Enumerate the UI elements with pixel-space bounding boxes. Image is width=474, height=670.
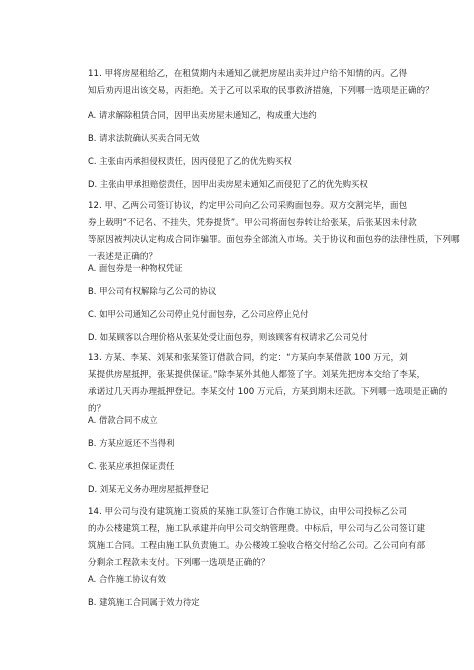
question-11-option-c: C. 主张由丙承担侵权责任，因丙侵犯了乙的优先购买权 bbox=[88, 156, 292, 166]
question-11-option-b: B. 请求法院确认买卖合同无效 bbox=[88, 133, 200, 143]
question-11-stem-line: 知后劝丙退出该交易，丙拒绝。关于乙可以采取的民事救济措施，下列哪一选项是正确的？ bbox=[88, 86, 434, 96]
question-12-stem-line: 券上载明“不记名、不挂失，凭券提货”。甲公司将面包券转让给张某，后张某因未付款 bbox=[88, 218, 417, 228]
question-14-option-b: B. 建筑施工合同属于效力待定 bbox=[88, 597, 200, 607]
question-12-stem-line: 12. 甲、乙两公司签订协议，约定甲公司向乙公司采购面包券。双方交割完毕，面包 bbox=[88, 201, 408, 211]
question-11-option-d: D. 主张由甲承担赔偿责任，因甲出卖房屋未通知乙而侵犯了乙的优先购买权 bbox=[88, 179, 368, 189]
question-13-stem-line: 13. 方某、李某、刘某和张某签订借款合同，约定：“方某向李某借款 100 万元，刘 bbox=[88, 353, 408, 363]
question-12-stem-line: 一表述是正确的？ bbox=[88, 252, 158, 262]
question-14-option-a: A. 合作施工协议有效 bbox=[88, 574, 166, 584]
question-14-stem bbox=[88, 504, 426, 572]
question-12-option-c: C. 如甲公司通知乙公司停止兑付面包券，乙公司应停止兑付 bbox=[88, 309, 309, 319]
question-12-option-d: D. 如某顾客以合理价格从张某处受让面包券，则该顾客有权请求乙公司兑付 bbox=[88, 332, 368, 342]
question-13-stem-line: 承诺过几天再办理抵押登记。李某交付 100 万元后，方某到期未还款。下列哪一选项是正确的 bbox=[88, 387, 448, 397]
question-13-option-b: B. 方某应返还不当得利 bbox=[88, 438, 175, 448]
question-11-option-a: A. 请求解除租赁合同，因甲出卖房屋未通知乙，构成重大违约 bbox=[88, 110, 317, 120]
question-14-stem-line: 筑施工合同。工程由施工队负责施工。办公楼竣工验收合格交付给乙公司。乙公司向有部 bbox=[88, 541, 426, 551]
question-13-option-d: D. 刘某无义务办理房屋抵押登记 bbox=[88, 484, 209, 494]
question-14-stem-line: 的办公楼建筑工程，施工队承建并向甲公司交纳管理费。中标后，甲公司与乙公司签订建 bbox=[88, 524, 426, 534]
question-12-option-b: B. 甲公司有权解除与乙公司的协议 bbox=[88, 286, 217, 296]
question-12-stem bbox=[88, 198, 460, 266]
question-11-stem-line: 11. 甲将房屋租给乙，在租赁期内未通知乙就把房屋出卖并过户给不知情的丙。乙得 bbox=[88, 69, 408, 79]
question-13-option-c: C. 张某应承担保证责任 bbox=[88, 461, 175, 471]
question-12-stem-line: 等原因被判决认定构成合同诈骗罪。面包券全部流入市场。关于协议和面包券的法律性质，下列哪 bbox=[88, 235, 460, 245]
question-13-stem bbox=[88, 350, 448, 418]
question-13-option-a: A. 借款合同不成立 bbox=[88, 415, 158, 425]
question-12-option-a: A. 面包券是一种物权凭证 bbox=[88, 263, 183, 273]
question-14-stem-line: 14. 甲公司与没有建筑施工资质的某施工队签订合作施工协议，由甲公司投标乙公司 bbox=[88, 507, 408, 517]
question-14-stem-line: 分剩余工程款未支付。下列哪一选项是正确的？ bbox=[88, 558, 270, 568]
question-13-stem-line: 某提供房屋抵押，张某提供保证。”除李某外其他人都签了字。刘某先把房本交给了李某， bbox=[88, 370, 426, 380]
question-11-stem bbox=[88, 66, 434, 100]
question-13-stem-line: 的？ bbox=[88, 404, 106, 414]
